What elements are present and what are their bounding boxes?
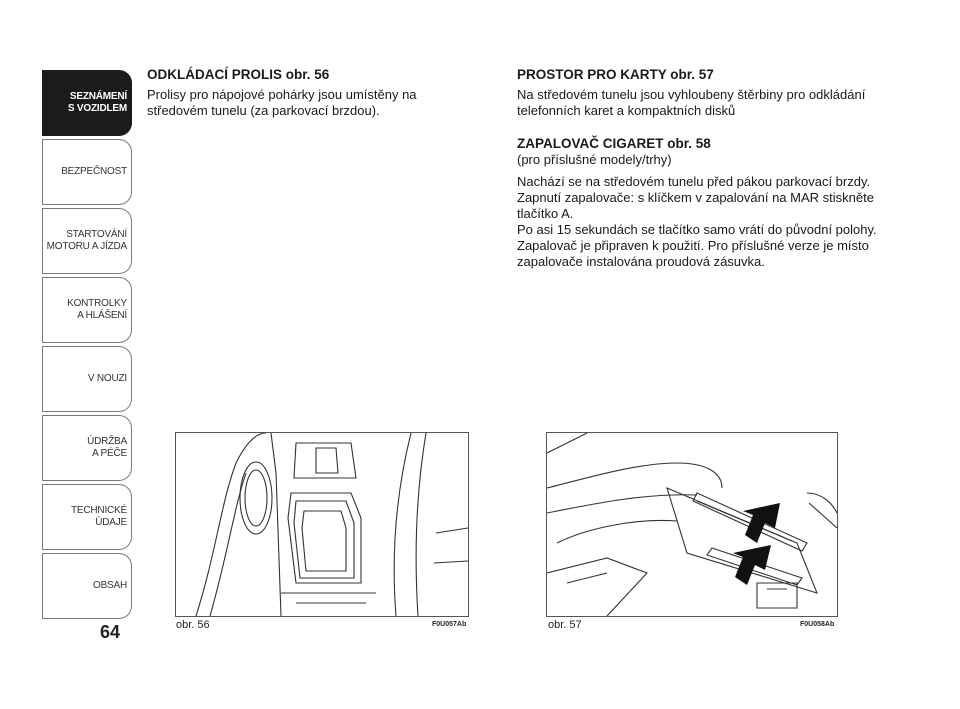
tab-seznameni-s-vozidlem[interactable]: SEZNÁMENÍ S VOZIDLEM — [42, 70, 132, 136]
figure-57-code: F0U058Ab — [800, 621, 835, 628]
figure-56-code: F0U057Ab — [432, 621, 467, 628]
tab-bezpecnost[interactable]: BEZPEČNOST — [42, 139, 132, 205]
section-subnote-zapalovac: (pro příslušné modely/trhy) — [517, 152, 672, 167]
tab-startovani[interactable]: STARTOVÁNÍ MOTORU A JÍZDA — [42, 208, 132, 274]
tab-v-nouzi[interactable]: V NOUZI — [42, 346, 132, 412]
figure-56-cupholder — [175, 432, 469, 617]
tab-kontrolky[interactable]: KONTROLKY A HLÁŠENÍ — [42, 277, 132, 343]
tab-obsah[interactable]: OBSAH — [42, 553, 132, 619]
section-heading-odkladaci-prolis: ODKLÁDACÍ PROLIS obr. 56 — [147, 67, 330, 82]
left-column — [147, 66, 477, 119]
section-body-odkladaci-prolis: Prolisy pro nápojové pohárky jsou umístěny na středovém tunelu (za parkovací brzdou). — [147, 87, 417, 118]
right-column — [517, 66, 887, 270]
page-number: 64 — [100, 622, 121, 642]
card-slots-illustration — [547, 433, 837, 616]
section-heading-prostor-pro-karty: PROSTOR PRO KARTY obr. 57 — [517, 67, 714, 82]
section-body-prostor-pro-karty: Na středovém tunelu jsou vyhloubeny štěrbiny pro odkládání telefonních karet a kompaktních disků — [517, 87, 866, 118]
tab-udrzba[interactable]: ÚDRŽBA A PÉČE — [42, 415, 132, 481]
figure-56-caption: obr. 56 — [176, 619, 210, 631]
figure-57-card-slots — [546, 432, 838, 617]
section-heading-zapalovac: ZAPALOVAČ CIGARET obr. 58 — [517, 136, 711, 151]
section-body-zapalovac: Nachází se na středovém tunelu před pákou parkovací brzdy. Zapnutí zapalovače: s klíčkem v zapalování na MAR stiskněte tlačítko A. Po asi 15 sekundách se tlačítko samo vrátí do původní polohy. Zapalovač je připraven k použití. Pro příslušné verze je místo zapalovače instalována proudová zásuvka. — [517, 174, 877, 269]
figure-57-caption: obr. 57 — [548, 619, 582, 631]
cupholder-illustration — [176, 433, 468, 616]
tab-technicke-udaje[interactable]: TECHNICKÉ ÚDAJE — [42, 484, 132, 550]
